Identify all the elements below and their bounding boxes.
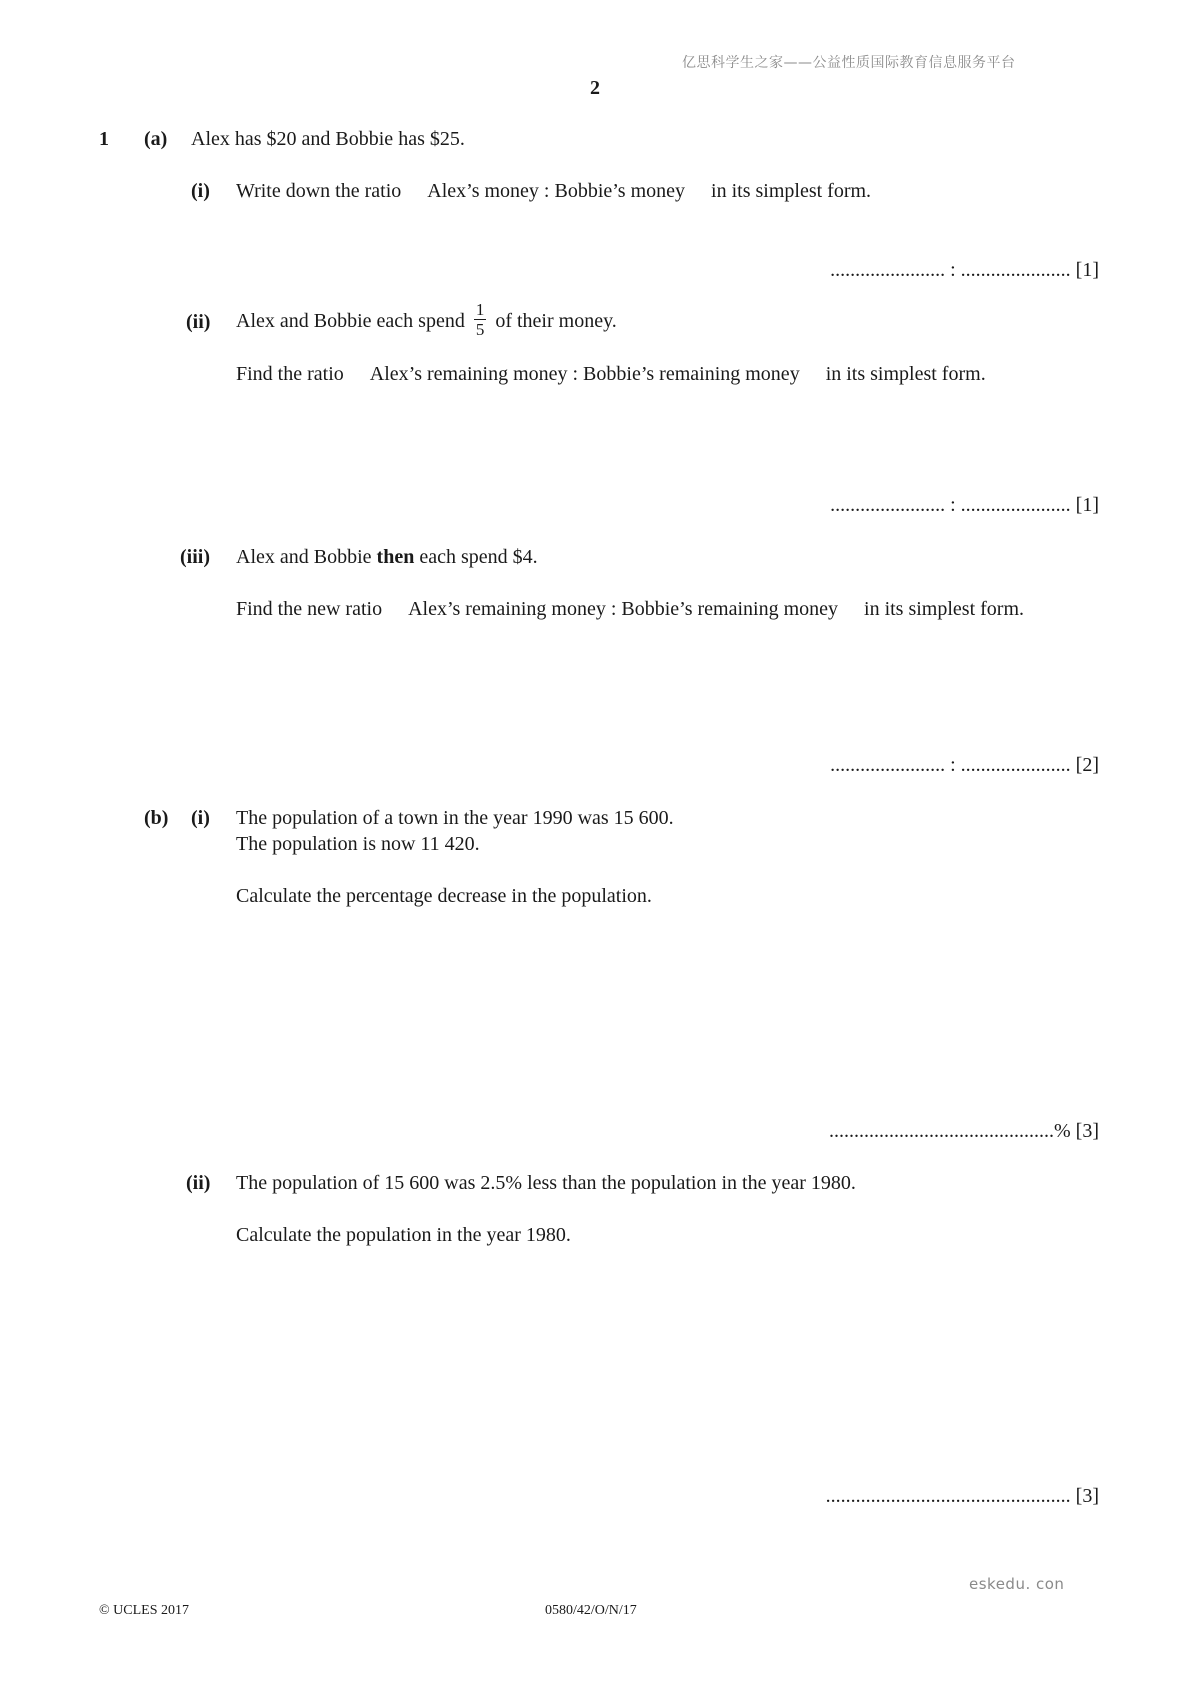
part-a-i-label: (i) xyxy=(191,180,210,202)
part-a-ii-ratio: Alex’s remaining money : Bobbie’s remaining money xyxy=(369,363,800,385)
part-b-i-label: (i) xyxy=(191,807,210,829)
question-number: 1 xyxy=(99,128,109,150)
part-a-iii-line1-after: each spend $4. xyxy=(419,546,538,568)
part-a-label: (a) xyxy=(144,128,168,150)
fraction-numerator: 1 xyxy=(475,300,485,319)
header-watermark: 亿思科学生之家——公益性质国际教育信息服务平台 xyxy=(682,55,1016,71)
part-a-ii-line1 xyxy=(236,300,617,341)
part-a-iii-line1-before: Alex and Bobbie xyxy=(236,546,372,568)
part-a-iii-label: (iii) xyxy=(180,546,210,568)
part-a-iii-line1 xyxy=(236,547,538,567)
part-b-label: (b) xyxy=(144,807,169,829)
part-b-i-line1: The population of a town in the year 1990 was 15 600. xyxy=(236,807,674,829)
part-b-i-line2: The population is now 11 420. xyxy=(236,833,480,855)
part-b-ii-label: (ii) xyxy=(186,1172,211,1194)
part-a-i-answer-line[interactable]: ....................... : ...................... [1] xyxy=(830,259,1099,281)
part-a-i-text-after: in its simplest form. xyxy=(711,180,872,202)
fraction-one-fifth xyxy=(474,301,487,338)
footer-copyright: © UCLES 2017 xyxy=(99,1603,189,1618)
part-a-stem: Alex has $20 and Bobbie has $25. xyxy=(191,128,465,150)
part-a-iii-line1-bold: then xyxy=(376,546,415,568)
part-a-iii-text-after: in its simplest form. xyxy=(864,598,1025,620)
part-a-ii-line1-before: Alex and Bobbie each spend xyxy=(236,310,465,333)
part-b-ii-answer-line[interactable]: ................................................. [3] xyxy=(825,1485,1099,1507)
part-b-ii-line1: The population of 15 600 was 2.5% less than the population in the year 1980. xyxy=(236,1172,856,1194)
part-a-ii-text-after: in its simplest form. xyxy=(825,363,986,385)
part-a-ii-answer-line[interactable]: ....................... : ...................... [1] xyxy=(830,494,1099,516)
part-a-ii-question xyxy=(236,364,986,384)
part-b-i-instruction: Calculate the percentage decrease in the population. xyxy=(236,885,652,907)
part-a-i-ratio: Alex’s money : Bobbie’s money xyxy=(427,180,686,202)
part-a-i-question xyxy=(236,181,871,201)
part-a-ii-label: (ii) xyxy=(186,311,211,333)
part-a-ii-text-before: Find the ratio xyxy=(236,363,344,385)
part-a-iii-ratio: Alex’s remaining money : Bobbie’s remaining money xyxy=(408,598,839,620)
fraction-denominator: 5 xyxy=(475,320,485,339)
part-a-ii-line1-after: of their money. xyxy=(495,310,617,333)
page-number: 2 xyxy=(590,77,600,99)
part-b-i-answer-line[interactable]: .............................................% [3] xyxy=(829,1120,1099,1142)
part-a-iii-text-before: Find the new ratio xyxy=(236,598,383,620)
part-a-iii-answer-line[interactable]: ....................... : ...................... [2] xyxy=(830,754,1099,776)
footer-paper-code: 0580/42/O/N/17 xyxy=(545,1603,637,1618)
part-a-i-text-before: Write down the ratio xyxy=(236,180,402,202)
site-watermark: eskedu. con xyxy=(969,1575,1065,1593)
part-a-iii-question xyxy=(236,599,1024,619)
part-b-ii-instruction: Calculate the population in the year 1980. xyxy=(236,1224,571,1246)
